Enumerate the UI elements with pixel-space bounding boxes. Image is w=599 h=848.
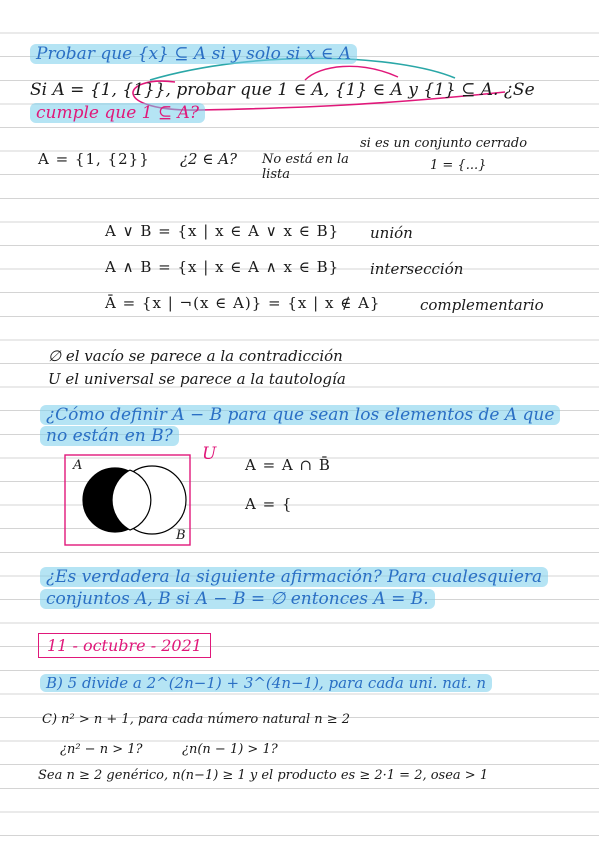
exercise-c-step-1: ¿n² − n > 1? <box>60 742 143 757</box>
note-line-1: Si A = {1, {1}}, probar que 1 ∈ A, {1} ∈ A y {1} ⊆ A. ¿Se <box>30 80 535 100</box>
closed-set-note: si es un conjunto cerrado <box>360 136 528 151</box>
note-line-1b: cumple que 1 ⊆ A? <box>30 103 205 123</box>
question-difference: ¿Cómo definir A − B para que sean los elementos de A que <box>40 405 560 425</box>
union-def: A ∨ B = {x | x ∈ A ∨ x ∈ B} <box>105 222 340 240</box>
venn-label-a: A <box>73 458 83 473</box>
venn-label-b: B <box>176 528 186 543</box>
empty-set-note: ∅ el vacío se parece a la contradicción <box>48 347 343 365</box>
complement-def: Ā = {x | ¬(x ∈ A)} = {x | x ∉ A} <box>105 294 381 312</box>
exercise-c: C) n² > n + 1, para cada número natural n ≥ 2 <box>42 712 351 727</box>
question-difference-b: no están en B? <box>40 426 179 446</box>
exercise-c-step-3: Sea n ≥ 2 genérico, n(n−1) ≥ 1 y el producto es ≥ 2·1 = 2, osea > 1 <box>38 768 489 783</box>
heading: Probar que {x} ⊆ A si y solo si x ∈ A <box>30 44 357 64</box>
set-a: A = {1, {2}} <box>38 150 150 168</box>
date-heading: 11 - octubre - 2021 <box>38 633 211 658</box>
union-label: unión <box>370 224 413 242</box>
question-truth: ¿Es verdadera la siguiente afirmación? Para cualesquiera <box>40 567 548 587</box>
venn-label-u: U <box>202 444 217 464</box>
not-in-list: No está en la lista <box>262 152 349 182</box>
question-truth-b: conjuntos A, B si A − B = ∅ entonces A = B. <box>40 589 435 609</box>
exercise-b: B) 5 divide a 2^(2n−1) + 3^(4n−1), para cada uni. nat. n <box>40 674 492 692</box>
intersection-def: A ∧ B = {x | x ∈ A ∧ x ∈ B} <box>105 258 340 276</box>
complement-label: complementario <box>420 296 544 314</box>
intersection-label: intersección <box>370 260 464 278</box>
difference-eq-1: A = A ∩ B̄ <box>245 456 331 474</box>
question-2: ¿2 ∈ A? <box>180 150 238 168</box>
difference-eq-2: A = { <box>245 495 293 513</box>
universal-set-note: U el universal se parece a la tautología <box>48 370 346 388</box>
exercise-c-step-2: ¿n(n − 1) > 1? <box>182 742 278 757</box>
closed-set-example: 1 = {...} <box>430 158 487 173</box>
